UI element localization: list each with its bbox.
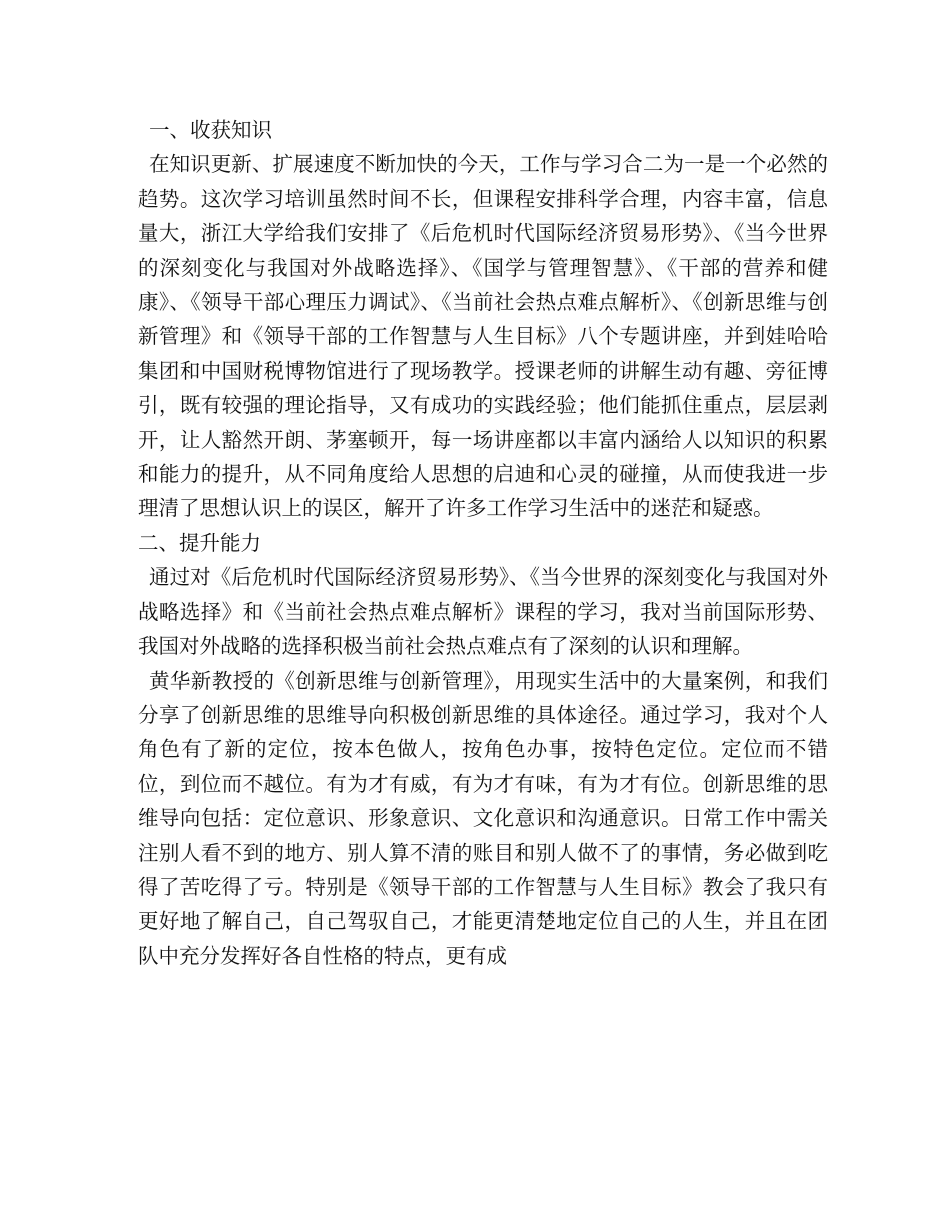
section-heading-knowledge: 一、收获知识 xyxy=(149,118,272,142)
section-heading-ability: 二、提升能力 xyxy=(138,530,261,555)
paragraph-knowledge: 在知识更新、扩展速度不断加快的今天，工作与学习合二为一是一个必然的趋势。这次学习培训虽然时间不长，但课程安排科学合理，内容丰富，信息量大，浙江大学给我们安排了《后危机时代国际经济贸易形势》、《当今世界的深刻变化与我国对外战略选择》、《国学与管理智慧》、《干部的营养和健康》、《领导干部心理压力调试》、《当前社会热点难点解析》、《创新思维与创新管理》和《领导干部的工作智慧与人生目标》八个专题讲座，并到娃哈哈集团和中国财税博物馆进行了现场教学。授课老师的讲解生动有趣、旁征博引，既有较强的理论指导，又有成功的实践经验；他们能抓住重点，层层剥开，让人豁然开朗、茅塞顿开，每一场讲座都以丰富内涵给人以知识的积累和能力的提升，从不同角度给人思想的启迪和心灵的碰撞，从而使我进一步理清了思想认识上的误区，解开了许多工作学习生活中的迷茫和疑惑。 xyxy=(138,152,828,521)
paragraph-ability-1: 通过对《后危机时代国际经济贸易形势》、《当今世界的深刻变化与我国对外战略选择》和《当前社会热点难点解析》课程的学习，我对当前国际形势、我国对外战略的选择积极当前社会热点难点有了深刻的认识和理解。 xyxy=(138,565,828,659)
paragraph-ability-2: 黄华新教授的《创新思维与创新管理》，用现实生活中的大量案例，和我们分享了创新思维的思维导向积极创新思维的具体途径。通过学习，我对个人角色有了新的定位，按本色做人，按角色办事，按特色定位。定位而不错位，到位而不越位。有为才有威，有为才有味，有为才有位。创新思维的思维导向包括：定位意识、形象意识、文化意识和沟通意识。日常工作中需关注别人看不到的地方、别人算不清的账目和别人做不了的事情，务必做到吃得了苦吃得了亏。特别是《领导干部的工作智慧与人生目标》教会了我只有更好地了解自己，自己驾驭自己，才能更清楚地定位自己的人生，并且在团队中充分发挥好各自性格的特点，更有成 xyxy=(138,668,828,968)
document-page xyxy=(138,113,828,973)
